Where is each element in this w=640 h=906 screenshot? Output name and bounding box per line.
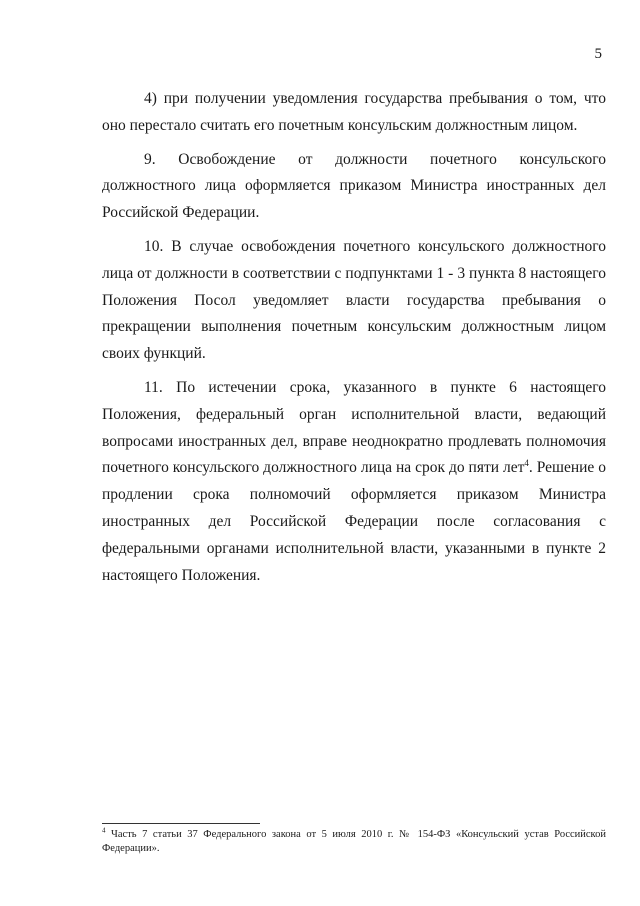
footnote: [102, 828, 606, 856]
footnote-text: Часть 7 статьи 37 Федерального закона от 5 июля 2010 г. № 154-ФЗ «Консульский устав Российской Федерации».: [102, 829, 606, 854]
paragraph-subitem-4: 4) при получении уведомления государства пребывания о том, что оно перестало считать его почетным консульским должностным лицом.: [102, 90, 606, 134]
footnote-marker: 4: [102, 826, 106, 835]
footnote-reference: 4: [524, 458, 529, 469]
paragraph-11-text-end: . Решение о продлении срока полномочий оформляется приказом Министра иностранных дел Российской Федерации после согласования с федеральными органами исполнительной власти, указанными в пункте 2 настоящего Положения.: [102, 459, 606, 584]
paragraph-11-text-start: 11. По истечении срока, указанного в пункте 6 настоящего Положения, федеральный орган исполнительной власти, ведающий вопросами иностранных дел, вправе неоднократно продлевать полномочия почетного консульского должностного лица на срок до пяти лет: [102, 378, 606, 477]
page-number: 5: [594, 46, 602, 62]
paragraph-11: [102, 375, 606, 589]
paragraph-10: 10. В случае освобождения почетного консульского должностного лица от должности в соответствии с подпунктами 1 - 3 пункта 8 настоящего Положения Посол уведомляет власти государства пребывания о прекращении выполнения почетным консульским должностным лицом своих функций.: [102, 237, 606, 363]
paragraph-9: 9. Освобождение от должности почетного консульского должностного лица оформляется приказом Министра иностранных дел Российской Федерации.: [102, 150, 606, 222]
document-body: [102, 86, 606, 596]
footnote-divider: [102, 823, 260, 824]
